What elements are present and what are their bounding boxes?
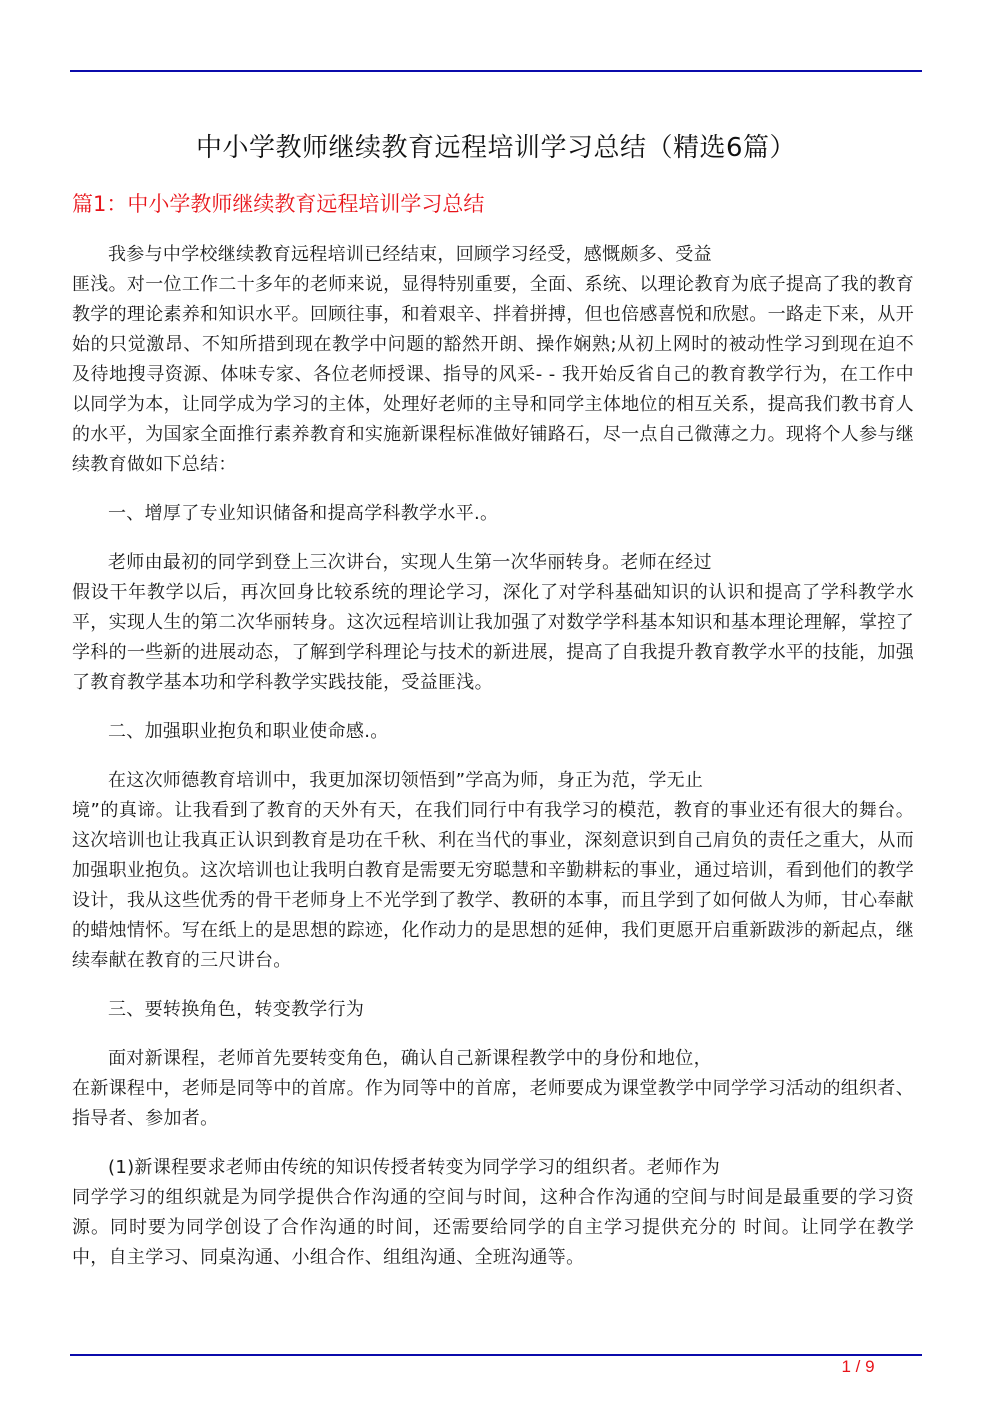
paragraph-text: 匪浅。对一位工作二十多年的老师来说，显得特别重要，全面、系统、以理论教育为底子提高了我的教育教学的理论素养和知识水平。回顾往事，和着艰辛、拌着拼搏，但也倍感喜悦和欣慰。一路走下来，从开始的只觉激昂、不知所措到现在教学中问题的豁然开朗、操作娴熟;从初上网时的被动性学习到现在迫不及待地搜寻资源、体味专家、各位老师授课、指导的风采- - 我开始反省自己的教育教学行为，在工作中以同学为本，让同学成为学习的主体，处理好老师的主导和同学主体地位的相互关系，提高我们教书育人的水平，为国家全面推行素养教育和实施新课程标准做好铺路石，尽一点自己微薄之力。现将个人参与继续教育做如下总结： (72, 274, 914, 475)
paragraph-first-line: 老师由最初的同学到登上三次讲台，实现人生第一次华丽转身。老师在经过 (108, 552, 712, 573)
footer-rule (70, 1354, 922, 1356)
subheading-2 (72, 717, 914, 747)
header-rule (70, 70, 922, 72)
subheading-1 (72, 499, 914, 529)
subheading-text: 一、增厚了专业知识储备和提高学科教学水平.。 (108, 503, 499, 524)
document-title: 中小学教师继续教育远程培训学习总结（精选6篇） (195, 133, 797, 163)
paragraph (72, 1153, 914, 1273)
paragraph (72, 766, 914, 976)
page-number: 1 / 9 (841, 1357, 875, 1376)
paragraph (72, 548, 914, 698)
paragraph-first-line: (1)新课程要求老师由传统的知识传授者转变为同学学习的组织者。老师作为 (108, 1157, 720, 1178)
paragraph-text: 境”的真谛。让我看到了教育的天外有天，在我们同行中有我学习的模范，教育的事业还有很大的舞台。这次培训也让我真正认识到教育是功在千秋、利在当代的事业，深刻意识到自己肩负的责任之重大，从而加强职业抱负。这次培训也让我明白教育是需要无穷聪慧和辛勤耕耘的事业，通过培训，看到他们的教学设计，我从这些优秀的骨干老师身上不光学到了教学、教研的本事，而且学到了如何做人为师，甘心奉献的蜡烛情怀。写在纸上的是思想的踪迹，化作动力的是思想的延伸，我们更愿开启重新跋涉的新起点，继续奉献在教育的三尺讲台。 (72, 800, 914, 971)
subheading-text: 二、加强职业抱负和职业使命感.。 (108, 721, 389, 742)
paragraph-first-line: 我参与中学校继续教育远程培训已经结束，回顾学习经受，感慨颇多、受益 (108, 244, 712, 265)
paragraph-text: 在新课程中，老师是同等中的首席。作为同等中的首席，老师要成为课堂教学中同学学习活动的组织者、指导者、参加者。 (72, 1078, 914, 1129)
document-body (72, 240, 914, 1292)
section-heading: 篇1：中小学教师继续教育远程培训学习总结 (72, 192, 485, 216)
paragraph-text: 同学学习的组织就是为同学提供合作沟通的空间与时间，这种合作沟通的空间与时间是最重要的学习资源。同时要为同学创设了合作沟通的时间，还需要给同学的自主学习提供充分的 时间。让同学在教学中，自主学习、同桌沟通、小组合作、组组沟通、全班沟通等。 (72, 1187, 914, 1268)
paragraph-first-line: 在这次师德教育培训中，我更加深切领悟到”学高为师，身正为范，学无止 (108, 770, 704, 791)
paragraph (72, 1044, 914, 1134)
paragraph (72, 240, 914, 480)
subheading-text: 三、要转换角色，转变教学行为 (108, 999, 365, 1020)
subheading-3 (72, 995, 914, 1025)
paragraph-first-line: 面对新课程，老师首先要转变角色，确认自己新课程教学中的身份和地位， (108, 1048, 712, 1069)
paragraph-text: 假设干年教学以后，再次回身比较系统的理论学习，深化了对学科基础知识的认识和提高了学科教学水平，实现人生的第二次华丽转身。这次远程培训让我加强了对数学学科基本知识和基本理论理解，掌控了学科的一些新的进展动态，了解到学科理论与技术的新进展，提高了自我提升教育教学水平的技能，加强了教育教学基本功和学科教学实践技能，受益匪浅。 (72, 582, 914, 693)
